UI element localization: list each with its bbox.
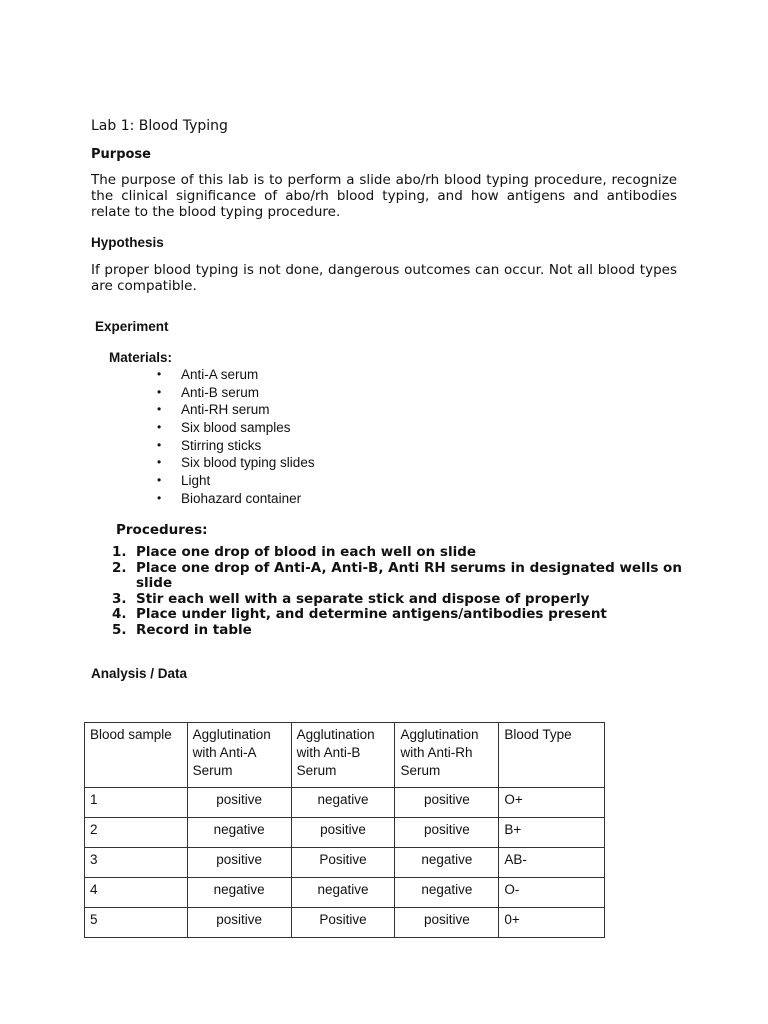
list-item: [157, 454, 315, 472]
procedure-step: [112, 561, 692, 592]
table-row: [85, 908, 605, 938]
material-label: Anti-B serum: [181, 384, 260, 400]
table-row: [85, 788, 605, 818]
material-label: Anti-RH serum: [181, 402, 270, 418]
procedure-step: [112, 592, 692, 608]
bullet-icon: •: [157, 455, 162, 470]
bullet-icon: •: [157, 402, 162, 417]
table-cell: positive: [395, 908, 499, 938]
blood-typing-table: [84, 722, 605, 938]
list-item: [157, 472, 315, 490]
table-cell: B+: [499, 818, 605, 848]
analysis-heading: Analysis / Data: [91, 666, 188, 681]
hypothesis-text: If proper blood typing is not done, dangerous outcomes can occur. Not all blood types are compatible.: [91, 262, 677, 294]
material-label: Light: [181, 473, 211, 489]
table-cell: positive: [291, 818, 395, 848]
bullet-icon: •: [157, 473, 162, 488]
table-cell: 1: [85, 788, 188, 818]
material-label: Biohazard container: [181, 490, 302, 506]
hypothesis-heading: Hypothesis: [91, 235, 164, 250]
bullet-icon: •: [157, 420, 162, 435]
list-item: [157, 401, 315, 419]
table-cell: O+: [499, 788, 605, 818]
table-cell: positive: [395, 818, 499, 848]
list-item: [157, 437, 315, 455]
table-cell: Positive: [291, 848, 395, 878]
step-number: 1.: [112, 544, 127, 560]
table-cell: positive: [395, 788, 499, 818]
table-cell: 3: [85, 848, 188, 878]
table-cell: negative: [291, 878, 395, 908]
procedures-list: [112, 545, 692, 639]
table-cell: positive: [187, 788, 291, 818]
step-number: 3.: [112, 590, 127, 607]
table-cell: 2: [85, 818, 188, 848]
step-text: Record in table: [136, 621, 252, 638]
procedure-step: [112, 623, 692, 639]
procedure-step: [112, 545, 692, 561]
material-label: Stirring sticks: [181, 437, 262, 453]
table-cell: negative: [395, 878, 499, 908]
bullet-icon: •: [157, 367, 162, 381]
table-cell: 4: [85, 878, 188, 908]
table-cell: O-: [499, 878, 605, 908]
document-title: Lab 1: Blood Typing: [91, 118, 228, 134]
list-item: [157, 490, 315, 508]
material-label: Anti-A serum: [181, 367, 259, 382]
table-row: [85, 818, 605, 848]
list-item: [157, 366, 315, 384]
table-cell: positive: [187, 848, 291, 878]
column-header: Blood Type: [499, 723, 605, 788]
column-header: Agglutination with Anti-Rh Serum: [395, 723, 499, 788]
table-cell: 0+: [499, 908, 605, 938]
bullet-icon: •: [157, 384, 162, 399]
table-row: [85, 878, 605, 908]
table-header-row: [85, 723, 605, 788]
step-number: 5.: [112, 621, 127, 638]
table-cell: positive: [187, 908, 291, 938]
step-text: Place under light, and determine antigens/antibodies present: [136, 606, 607, 623]
materials-heading: Materials:: [109, 350, 173, 365]
material-label: Six blood typing slides: [181, 455, 315, 471]
material-label: Six blood samples: [181, 420, 291, 436]
column-header: Blood sample: [85, 723, 188, 788]
bullet-icon: •: [157, 490, 162, 505]
column-header: Agglutination with Anti-A Serum: [187, 723, 291, 788]
procedure-step: [112, 607, 692, 623]
materials-list: [157, 366, 315, 508]
table-cell: 5: [85, 908, 188, 938]
list-item: [157, 419, 315, 437]
step-text: Place one drop of blood in each well on slide: [136, 544, 477, 560]
table-cell: negative: [187, 818, 291, 848]
table-cell: negative: [395, 848, 499, 878]
table-cell: Positive: [291, 908, 395, 938]
purpose-text: The purpose of this lab is to perform a slide abo/rh blood typing procedure, recognize the clinical significance of abo/rh blood typing, and how antigens and antibodies relate to the blood typing procedure.: [91, 172, 677, 220]
column-header: Agglutination with Anti-B Serum: [291, 723, 395, 788]
table-cell: AB-: [499, 848, 605, 878]
bullet-icon: •: [157, 437, 162, 452]
experiment-heading: Experiment: [95, 319, 169, 334]
step-text: Stir each well with a separate stick and dispose of properly: [136, 590, 590, 607]
step-number: 2.: [112, 559, 127, 576]
step-text: Place one drop of Anti-A, Anti-B, Anti RH serums in designated wells on slide: [136, 559, 682, 592]
table-cell: negative: [291, 788, 395, 818]
table-row: [85, 848, 605, 878]
procedures-heading: Procedures:: [116, 522, 208, 538]
purpose-heading: Purpose: [91, 147, 151, 162]
list-item: [157, 384, 315, 402]
table-cell: negative: [187, 878, 291, 908]
step-number: 4.: [112, 606, 127, 623]
